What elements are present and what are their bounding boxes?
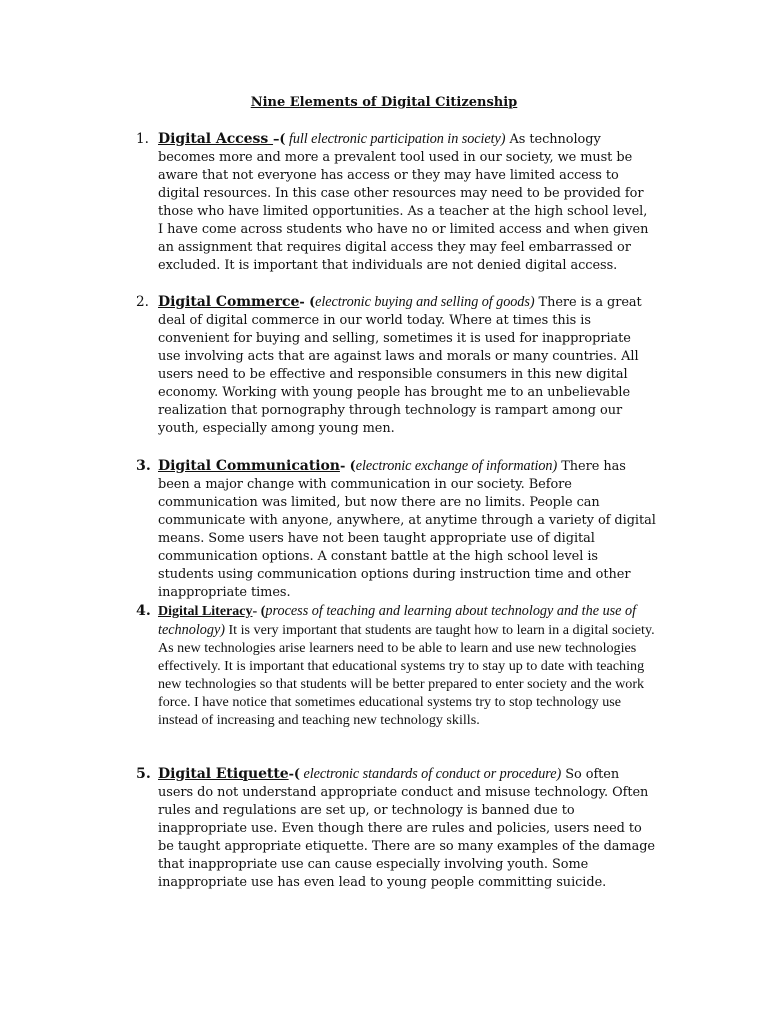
item-number: 1. <box>136 131 149 147</box>
item-number: 2. <box>136 294 149 310</box>
list-item-digital-commerce <box>136 293 656 438</box>
item-term: Digital Communication <box>158 458 340 474</box>
item-definition: electronic exchange of information) <box>355 458 558 474</box>
item-body <box>158 765 656 892</box>
item-text: There is a great deal of digital commerce in our world today. Where at times this is convenient for buying and selling, sometimes it is used for inappropriate use involving acts that are against laws and morals or many countries. All users need to be effective and responsible consumers in this new digital economy. Working with young people has brought me to an unbelievable realization that pornography through technology is rampart among our youth, especially among young men. <box>158 295 642 436</box>
item-term: Digital Etiquette <box>158 766 289 782</box>
item-text: So often users do not understand appropriate conduct and misuse technology. Often rules and regulations are set up, or technology is banned due to inappropriate use. Even though there are rules and policies, users need to be taught appropriate etiquette. There are so many examples of the damage that inappropriate use can cause especially involving youth. Some inappropriate use has even lead to young people committing suicide. <box>158 767 656 890</box>
item-definition: electronic standards of conduct or procedure) <box>299 766 562 782</box>
item-definition: process of teaching and learning about technology and the use of technology) <box>158 603 637 638</box>
item-definition: full electronic participation in society) <box>285 131 506 147</box>
item-separator: –( <box>273 132 286 147</box>
item-definition: electronic buying and selling of goods) <box>315 294 535 310</box>
item-separator: - ( <box>252 603 266 619</box>
item-body <box>158 457 656 602</box>
item-text: As technology becomes more and more a prevalent tool used in our society, we must be aware that not everyone has access or they may have limited access to digital resources. In this case other resources may need to be provided for those who have limited opportunities. As a teacher at the high school level, I have come across students who have no or limited access and when given an assignment that requires digital access they may feel embarrassed or excluded. It is important that individuals are not denied digital access. <box>158 132 649 273</box>
list-item-digital-communication <box>136 457 656 602</box>
item-text: There has been a major change with communication in our society. Before communication was limited, but now there are no limits. People can communicate with anyone, anywhere, at anytime through a variety of digital means. Some users have not been taught appropriate use of digital communication options. A constant battle at the high school level is students using communication options during instruction time and other inappropriate times. <box>158 459 656 600</box>
item-body <box>158 130 656 275</box>
list-item-digital-access <box>136 130 656 275</box>
item-text: It is very important that students are taught how to learn in a digital society. As new technologies arise learners need to be able to learn and use new technologies effectively. It is important that educational systems try to stay up to date with teaching new technologies so that students will be better prepared to enter society and the work force. I have notice that sometimes educational systems try to stop technology use instead of increasing and teaching new technology skills. <box>158 622 655 728</box>
item-term: Digital Literacy <box>158 604 253 619</box>
list-item-digital-etiquette <box>136 765 656 892</box>
item-number: 5. <box>136 766 151 782</box>
list-item-digital-literacy <box>136 602 656 729</box>
item-separator: -( <box>288 767 300 782</box>
item-body <box>158 293 656 438</box>
item-separator: - ( <box>339 459 356 474</box>
item-number: 3. <box>136 458 151 474</box>
item-term: Digital Access <box>158 131 274 147</box>
item-term: Digital Commerce <box>158 294 300 310</box>
item-separator: - ( <box>299 295 316 310</box>
page-title: Nine Elements of Digital Citizenship <box>250 95 518 110</box>
item-number: 4. <box>136 603 151 619</box>
item-body <box>158 602 656 729</box>
